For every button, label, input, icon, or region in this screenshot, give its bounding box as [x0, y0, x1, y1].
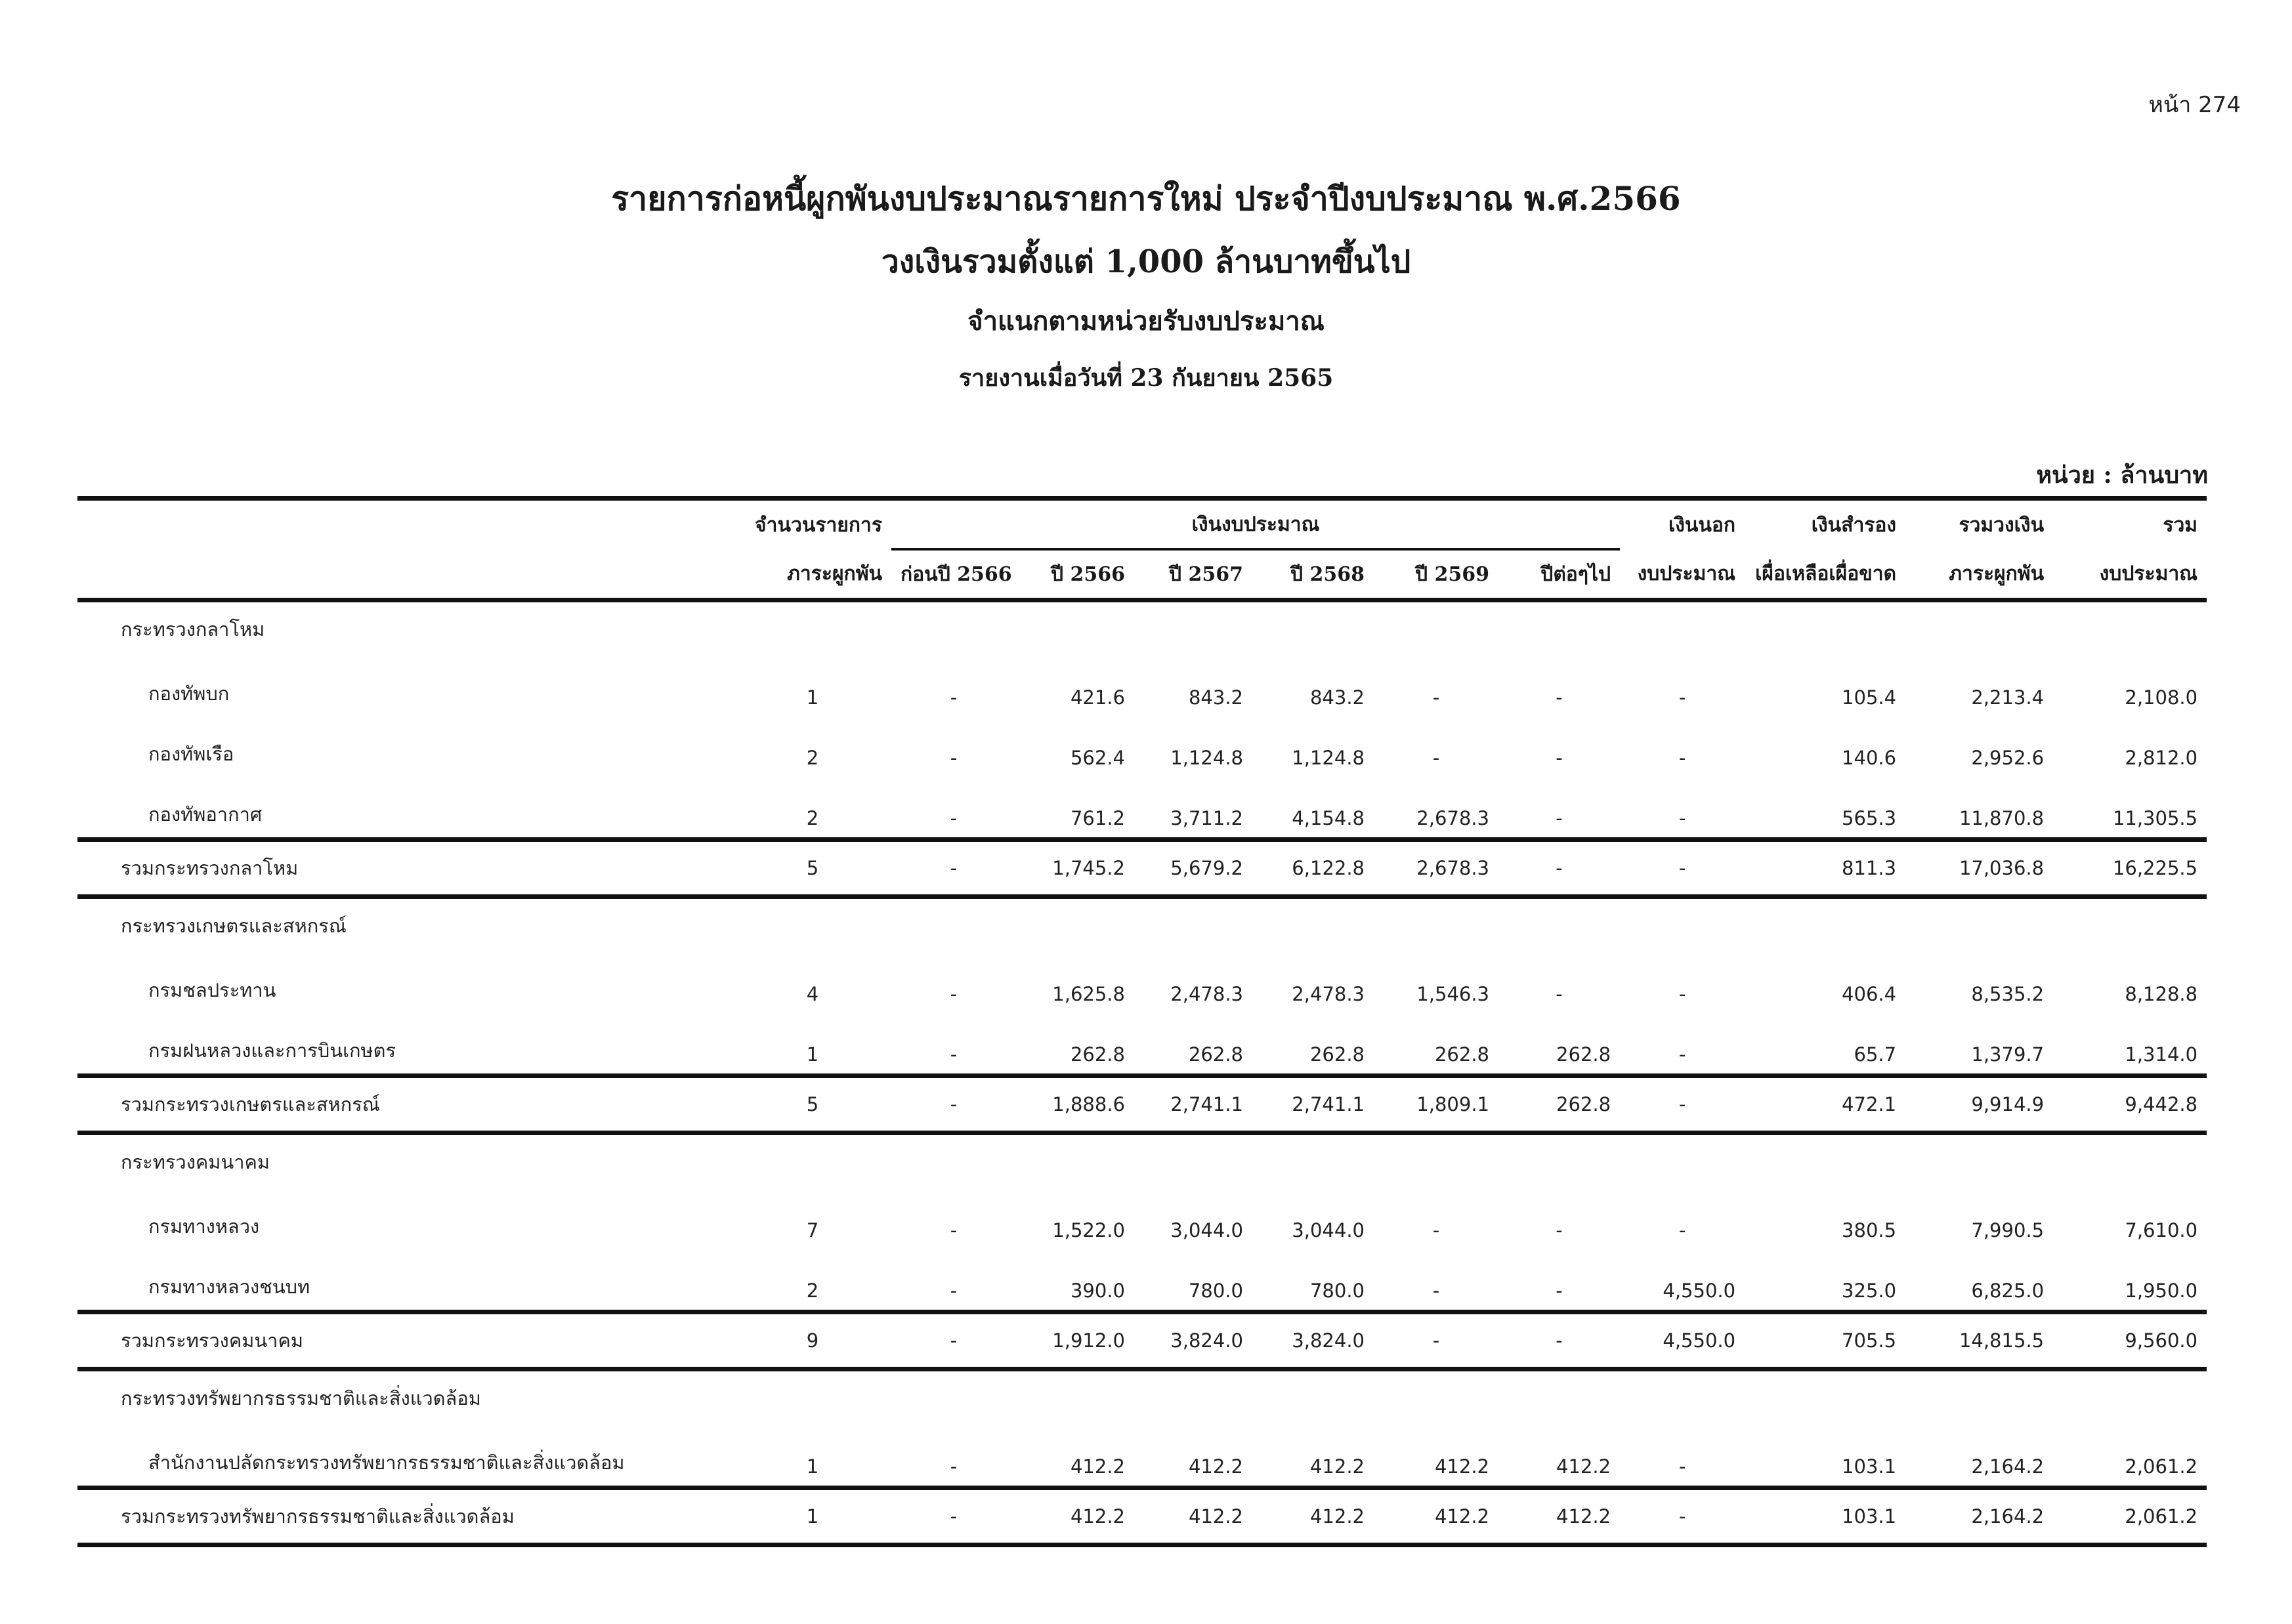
cell-year-2569: 412.2 — [1434, 1455, 1489, 1478]
cell-reserve: 705.5 — [1745, 1312, 1905, 1369]
cell-offbudget: - — [1678, 747, 1686, 769]
cell-offbudget: - — [1678, 1455, 1686, 1478]
cell-count: 7 — [806, 1219, 819, 1241]
cell-year-2566: 1,888.6 — [1016, 1076, 1134, 1133]
cell-count: 5 — [734, 840, 891, 897]
cell-later-years: 262.8 — [1556, 1043, 1611, 1066]
cell-before-2566: - — [891, 840, 1016, 897]
cell-offbudget: - — [1678, 807, 1686, 829]
cell-year-2568: 2,478.3 — [1292, 983, 1365, 1005]
header-spacer — [77, 499, 734, 550]
cell-reserve: 103.1 — [1745, 1488, 1905, 1545]
cell-year-2566: 761.2 — [1070, 807, 1125, 829]
cell-later-years: - — [1498, 840, 1620, 897]
table-row — [77, 717, 2207, 777]
cell-year-2568: 3,044.0 — [1292, 1219, 1365, 1241]
ministry-name: กระทรวงทรัพยากรธรรมชาติและสิ่งแวดล้อม — [121, 1387, 481, 1409]
cell-before-2566: - — [950, 1280, 958, 1302]
cell-later-years: 262.8 — [1498, 1076, 1620, 1133]
header-reserve-bottom: เผื่อเหลือเผื่อขาด — [1745, 549, 1905, 600]
classification-line: จำแนกตามหน่วยรับงบประมาณ — [967, 306, 1325, 337]
cell-year-2566: 1,522.0 — [1052, 1219, 1125, 1241]
agency-name: กรมทางหลวงชนบท — [148, 1276, 310, 1298]
header-total-commit-top: รวมวงเงิน — [1905, 499, 2053, 550]
cell-later-years: - — [1556, 807, 1563, 829]
cell-before-2566: - — [950, 807, 958, 829]
ministry-name: กระทรวงคมนาคม — [121, 1151, 270, 1173]
cell-year-2568: 4,154.8 — [1292, 807, 1365, 829]
cell-offbudget: - — [1620, 840, 1745, 897]
cell-year-2569: 262.8 — [1434, 1043, 1489, 1066]
table-row — [77, 1013, 2207, 1076]
agency-name: กรมทางหลวง — [148, 1215, 260, 1238]
cell-year-2567: 1,124.8 — [1170, 747, 1243, 769]
cell-total-budget: 2,812.0 — [2125, 747, 2198, 769]
cell-total-budget: 8,128.8 — [2125, 983, 2198, 1005]
cell-year-2568: 780.0 — [1309, 1280, 1365, 1302]
cell-reserve: 565.3 — [1842, 807, 1897, 829]
commitment-table — [77, 496, 2207, 1547]
header-year-2567: ปี 2567 — [1134, 549, 1252, 600]
table-header — [77, 499, 2207, 600]
cell-count: 4 — [806, 983, 819, 1005]
cell-total-commitment: 7,990.5 — [1971, 1219, 2045, 1241]
commitment-table-wrapper — [77, 496, 2207, 1547]
cell-year-2568: 412.2 — [1252, 1488, 1374, 1545]
cell-year-2569: 2,678.3 — [1416, 807, 1489, 829]
cell-year-2569: - — [1432, 1280, 1440, 1302]
ministry-name: กระทรวงกลาโหม — [121, 618, 265, 640]
document-subtitle: วงเงินรวมตั้งแต่ 1,000 ล้านบาทขึ้นไป — [881, 243, 1411, 280]
cell-count: 1 — [734, 1488, 891, 1545]
cell-year-2569: 412.2 — [1374, 1488, 1498, 1545]
report-date: รายงานเมื่อวันที่ 23 กันยายน 2565 — [958, 364, 1334, 392]
cell-year-2567: 780.0 — [1188, 1280, 1243, 1302]
agency-name: กรมชลประทาน — [148, 979, 276, 1001]
cell-total-budget: 9,560.0 — [2053, 1312, 2207, 1369]
cell-year-2569: 1,809.1 — [1374, 1076, 1498, 1133]
cell-year-2568: 3,824.0 — [1252, 1312, 1374, 1369]
header-before-2566: ก่อนปี 2566 — [891, 549, 1016, 600]
cell-year-2567: 2,478.3 — [1170, 983, 1243, 1005]
cell-total-budget: 1,950.0 — [2125, 1280, 2198, 1302]
cell-year-2567: 412.2 — [1134, 1488, 1252, 1545]
cell-before-2566: - — [950, 983, 958, 1005]
ministry-row — [77, 600, 2207, 657]
cell-year-2569: - — [1432, 1219, 1440, 1241]
cell-before-2566: - — [891, 1312, 1016, 1369]
cell-total-commitment: 2,213.4 — [1971, 686, 2045, 709]
cell-before-2566: - — [950, 1043, 958, 1066]
total-label: รวมกระทรวงคมนาคม — [77, 1312, 734, 1369]
header-year-2568: ปี 2568 — [1252, 549, 1374, 600]
total-row — [77, 1312, 2207, 1369]
cell-later-years: - — [1556, 747, 1563, 769]
cell-reserve: 380.5 — [1842, 1219, 1897, 1241]
cell-reserve: 472.1 — [1745, 1076, 1905, 1133]
header-year-2566: ปี 2566 — [1016, 549, 1134, 600]
cell-year-2567: 412.2 — [1188, 1455, 1243, 1478]
cell-total-commitment: 9,914.9 — [1905, 1076, 2053, 1133]
cell-year-2567: 5,679.2 — [1134, 840, 1252, 897]
cell-offbudget: - — [1678, 1043, 1686, 1066]
total-row — [77, 1488, 2207, 1545]
cell-total-budget: 9,442.8 — [2053, 1076, 2207, 1133]
header-reserve-top: เงินสำรอง — [1745, 499, 1905, 550]
cell-count: 1 — [806, 1455, 819, 1478]
agency-name: กองทัพบก — [148, 682, 230, 705]
cell-total-budget: 11,305.5 — [2112, 807, 2198, 829]
cell-reserve: 811.3 — [1745, 840, 1905, 897]
cell-before-2566: - — [891, 1488, 1016, 1545]
total-label: รวมกระทรวงกลาโหม — [77, 840, 734, 897]
cell-total-budget: 16,225.5 — [2053, 840, 2207, 897]
header-total-budget-bottom: งบประมาณ — [2053, 549, 2207, 600]
cell-later-years: - — [1556, 686, 1563, 709]
table-row — [77, 777, 2207, 840]
header-spacer — [77, 549, 734, 600]
cell-year-2566: 421.6 — [1070, 686, 1125, 709]
table-row — [77, 656, 2207, 717]
ministry-name: กระทรวงเกษตรและสหกรณ์ — [121, 915, 347, 937]
cell-year-2566: 1,625.8 — [1052, 983, 1125, 1005]
cell-year-2566: 390.0 — [1070, 1280, 1125, 1302]
header-later-years: ปีต่อๆไป — [1498, 549, 1620, 600]
cell-year-2568: 412.2 — [1309, 1455, 1365, 1478]
header-budget-group: เงินงบประมาณ — [891, 499, 1620, 550]
cell-count: 1 — [806, 1043, 819, 1066]
cell-count: 2 — [806, 747, 819, 769]
cell-year-2568: 262.8 — [1309, 1043, 1365, 1066]
cell-before-2566: - — [950, 686, 958, 709]
cell-year-2567: 262.8 — [1188, 1043, 1243, 1066]
cell-later-years: 412.2 — [1556, 1455, 1611, 1478]
table-row — [77, 1189, 2207, 1249]
ministry-row — [77, 1133, 2207, 1190]
cell-total-commitment: 8,535.2 — [1971, 983, 2045, 1005]
cell-year-2567: 3,711.2 — [1170, 807, 1243, 829]
cell-year-2568: 6,122.8 — [1252, 840, 1374, 897]
header-offbudget-bottom: งบประมาณ — [1620, 549, 1745, 600]
cell-later-years: - — [1556, 983, 1563, 1005]
ministry-row — [77, 1369, 2207, 1426]
cell-year-2568: 2,741.1 — [1252, 1076, 1374, 1133]
document-title: รายการก่อหนี้ผูกพันงบประมาณรายการใหม่ ประจำปีงบประมาณ พ.ศ.2566 — [611, 179, 1681, 218]
cell-total-budget: 2,108.0 — [2125, 686, 2198, 709]
cell-year-2569: - — [1432, 686, 1440, 709]
cell-year-2566: 1,912.0 — [1016, 1312, 1134, 1369]
cell-total-budget: 1,314.0 — [2125, 1043, 2198, 1066]
cell-offbudget: - — [1620, 1076, 1745, 1133]
cell-year-2567: 3,824.0 — [1134, 1312, 1252, 1369]
table-row — [77, 1249, 2207, 1312]
cell-before-2566: - — [950, 1455, 958, 1478]
cell-year-2567: 2,741.1 — [1134, 1076, 1252, 1133]
cell-total-budget: 2,061.2 — [2125, 1455, 2198, 1478]
cell-total-commitment: 14,815.5 — [1905, 1312, 2053, 1369]
total-row — [77, 1076, 2207, 1133]
header-count-bottom: ภาระผูกพัน — [734, 549, 891, 600]
cell-year-2566: 412.2 — [1016, 1488, 1134, 1545]
cell-later-years: - — [1498, 1312, 1620, 1369]
table-row — [77, 953, 2207, 1013]
cell-total-commitment: 2,952.6 — [1971, 747, 2045, 769]
cell-offbudget: 4,550.0 — [1663, 1280, 1736, 1302]
header-total-budget-top: รวม — [2053, 499, 2207, 550]
cell-offbudget: 4,550.0 — [1620, 1312, 1745, 1369]
cell-count: 2 — [806, 1280, 819, 1302]
cell-year-2567: 3,044.0 — [1170, 1219, 1243, 1241]
cell-reserve: 105.4 — [1842, 686, 1897, 709]
agency-name: กองทัพอากาศ — [148, 803, 263, 825]
cell-reserve: 65.7 — [1854, 1043, 1897, 1066]
title-block — [0, 167, 2292, 406]
cell-year-2568: 1,124.8 — [1292, 747, 1365, 769]
cell-total-commitment: 2,164.2 — [1971, 1455, 2045, 1478]
cell-total-commitment: 11,870.8 — [1959, 807, 2045, 829]
header-year-2569: ปี 2569 — [1374, 549, 1498, 600]
cell-before-2566: - — [891, 1076, 1016, 1133]
cell-later-years: 412.2 — [1498, 1488, 1620, 1545]
cell-year-2569: 1,546.3 — [1416, 983, 1489, 1005]
cell-year-2566: 1,745.2 — [1016, 840, 1134, 897]
cell-year-2566: 562.4 — [1070, 747, 1125, 769]
cell-year-2566: 412.2 — [1070, 1455, 1125, 1478]
total-label: รวมกระทรวงทรัพยากรธรรมชาติและสิ่งแวดล้อม — [77, 1488, 734, 1545]
cell-offbudget: - — [1678, 983, 1686, 1005]
agency-name: สำนักงานปลัดกระทรวงทรัพยากรธรรมชาติและสิ่งแวดล้อม — [148, 1451, 625, 1474]
cell-year-2568: 843.2 — [1309, 686, 1365, 709]
total-label: รวมกระทรวงเกษตรและสหกรณ์ — [77, 1076, 734, 1133]
cell-later-years: - — [1556, 1280, 1563, 1302]
table-body — [77, 600, 2207, 1545]
total-row — [77, 840, 2207, 897]
header-offbudget-top: เงินนอก — [1620, 499, 1745, 550]
cell-total-budget: 2,061.2 — [2053, 1488, 2207, 1545]
cell-reserve: 140.6 — [1842, 747, 1897, 769]
header-count-top: จำนวนรายการ — [734, 499, 891, 550]
cell-reserve: 103.1 — [1842, 1455, 1897, 1478]
cell-count: 5 — [734, 1076, 891, 1133]
cell-before-2566: - — [950, 747, 958, 769]
cell-total-budget: 7,610.0 — [2125, 1219, 2198, 1241]
cell-year-2566: 262.8 — [1070, 1043, 1125, 1066]
ministry-row — [77, 897, 2207, 953]
agency-name: กรมฝนหลวงและการบินเกษตร — [148, 1039, 396, 1062]
cell-year-2569: - — [1374, 1312, 1498, 1369]
cell-year-2569: 2,678.3 — [1374, 840, 1498, 897]
unit-label: หน่วย : ล้านบาท — [2036, 461, 2208, 489]
cell-before-2566: - — [950, 1219, 958, 1241]
cell-later-years: - — [1556, 1219, 1563, 1241]
cell-reserve: 325.0 — [1842, 1280, 1897, 1302]
cell-total-commitment: 1,379.7 — [1971, 1043, 2045, 1066]
agency-name: กองทัพเรือ — [148, 743, 234, 765]
cell-total-commitment: 17,036.8 — [1905, 840, 2053, 897]
cell-year-2569: - — [1432, 747, 1440, 769]
cell-count: 2 — [806, 807, 819, 829]
page-number: หน้า 274 — [2148, 92, 2241, 118]
cell-count: 9 — [734, 1312, 891, 1369]
cell-offbudget: - — [1620, 1488, 1745, 1545]
cell-total-commitment: 2,164.2 — [1905, 1488, 2053, 1545]
cell-offbudget: - — [1678, 686, 1686, 709]
cell-reserve: 406.4 — [1842, 983, 1897, 1005]
header-total-commit-bottom: ภาระผูกพัน — [1905, 549, 2053, 600]
table-row — [77, 1425, 2207, 1488]
cell-total-commitment: 6,825.0 — [1971, 1280, 2045, 1302]
cell-offbudget: - — [1678, 1219, 1686, 1241]
cell-count: 1 — [806, 686, 819, 709]
cell-year-2567: 843.2 — [1188, 686, 1243, 709]
